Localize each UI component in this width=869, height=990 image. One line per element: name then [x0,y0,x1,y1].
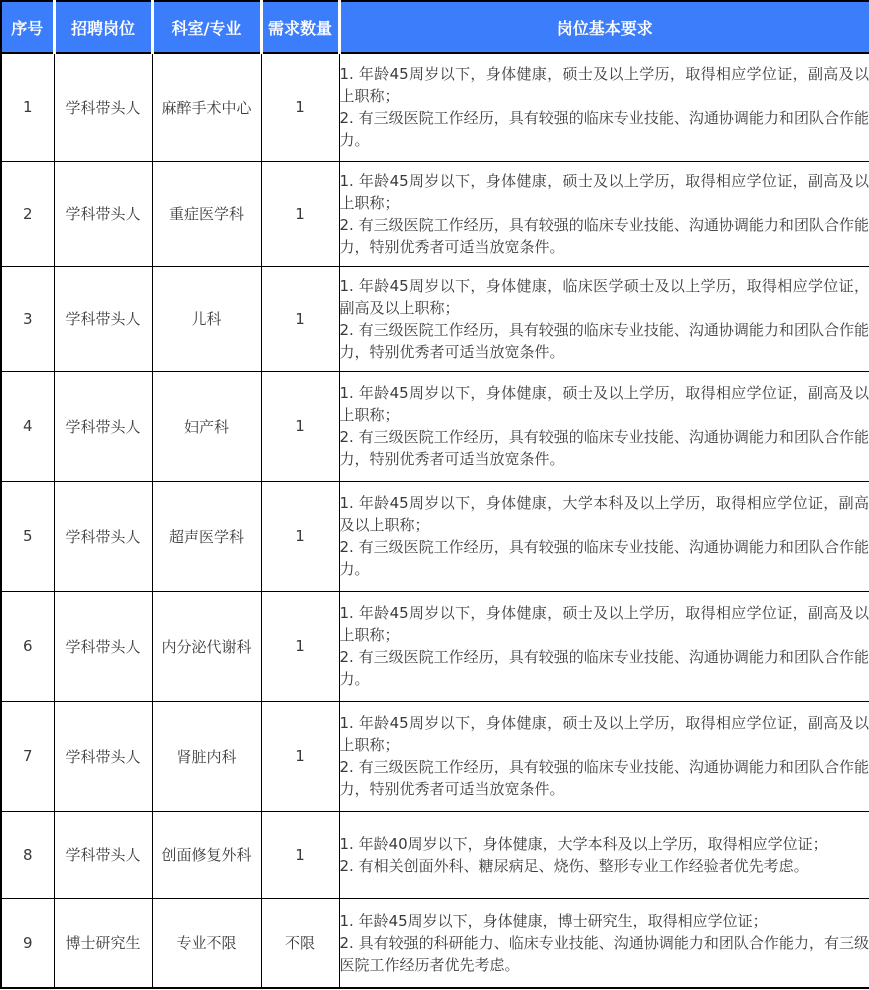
cell-demand-count: 1 [261,266,339,371]
column-header: 岗位基本要求 [339,1,869,53]
requirement-line: 2. 有三级医院工作经历，具有较强的临床专业技能、沟通协调能力和团队合作能力。 [339,538,869,578]
cell-requirements [339,701,869,811]
cell-serial-number: 6 [1,591,54,701]
requirement-line: 2. 有三级医院工作经历，具有较强的临床专业技能、沟通协调能力和团队合作能力。 [339,109,869,150]
table-row [1,481,869,591]
cell-requirements [339,371,869,481]
cell-requirements [339,266,869,371]
table-row [1,898,869,988]
table-row [1,53,869,161]
requirement-line: 1. 年龄45周岁以下，身体健康，博士研究生，取得相应学位证； [339,911,768,930]
cell-department: 创面修复外科 [152,811,261,898]
requirement-line: 2. 有三级医院工作经历，具有较强的临床专业技能、沟通协调能力和团队合作能力，特别优秀者可适当放宽条件。 [339,428,869,468]
requirement-line: 2. 有相关创面外科、糖尿病足、烧伤、整形专业工作经验者优先考虑。 [339,856,809,875]
header-row [1,1,869,53]
cell-department: 妇产科 [152,371,261,481]
cell-serial-number: 2 [1,161,54,266]
column-header: 需求数量 [261,1,339,53]
cell-department: 儿科 [152,266,261,371]
cell-position: 博士研究生 [54,898,152,988]
cell-demand-count: 1 [261,811,339,898]
cell-serial-number: 1 [1,53,54,161]
cell-demand-count: 1 [261,701,339,811]
table-row [1,161,869,266]
cell-demand-count: 不限 [261,898,339,988]
requirement-line: 2. 有三级医院工作经历，具有较强的临床专业技能、沟通协调能力和团队合作能力，特别优秀者可适当放宽条件。 [339,320,869,361]
table-row [1,266,869,371]
cell-department: 专业不限 [152,898,261,988]
column-header: 科室/专业 [152,1,261,53]
requirement-line: 1. 年龄45周岁以下，身体健康，临床医学硕士及以上学历，取得相应学位证，副高及以上职称； [339,276,869,317]
requirement-line: 1. 年龄45周岁以下，身体健康，硕士及以上学历，取得相应学位证，副高及以上职称； [339,714,869,754]
cell-department: 重症医学科 [152,161,261,266]
cell-position: 学科带头人 [54,53,152,161]
table-row [1,811,869,898]
table-row [1,371,869,481]
column-header: 招聘岗位 [54,1,152,53]
cell-demand-count: 1 [261,161,339,266]
table-row [1,591,869,701]
cell-position: 学科带头人 [54,371,152,481]
cell-department: 麻醉手术中心 [152,53,261,161]
requirement-line: 1. 年龄45周岁以下，身体健康，硕士及以上学历，取得相应学位证，副高及以上职称； [339,384,869,424]
cell-demand-count: 1 [261,591,339,701]
cell-department: 肾脏内科 [152,701,261,811]
requirement-line: 2. 具有较强的科研能力、临床专业技能、沟通协调能力和团队合作能力，有三级医院工作经历者优先考虑。 [339,933,869,974]
cell-requirements [339,811,869,898]
cell-requirements [339,161,869,266]
cell-department: 超声医学科 [152,481,261,591]
cell-position: 学科带头人 [54,161,152,266]
cell-serial-number: 8 [1,811,54,898]
cell-position: 学科带头人 [54,701,152,811]
cell-requirements [339,591,869,701]
cell-serial-number: 4 [1,371,54,481]
cell-demand-count: 1 [261,53,339,161]
cell-demand-count: 1 [261,481,339,591]
cell-serial-number: 5 [1,481,54,591]
requirement-line: 2. 有三级医院工作经历，具有较强的临床专业技能、沟通协调能力和团队合作能力。 [339,648,869,688]
cell-position: 学科带头人 [54,811,152,898]
cell-requirements [339,481,869,591]
cell-requirements [339,898,869,988]
requirement-line: 1. 年龄40周岁以下，身体健康，大学本科及以上学历，取得相应学位证； [339,834,828,853]
cell-demand-count: 1 [261,371,339,481]
requirement-line: 1. 年龄45周岁以下，身体健康，硕士及以上学历，取得相应学位证，副高及以上职称； [339,171,869,212]
cell-position: 学科带头人 [54,266,152,371]
requirement-line: 2. 有三级医院工作经历，具有较强的临床专业技能、沟通协调能力和团队合作能力，特别优秀者可适当放宽条件。 [339,758,869,798]
cell-position: 学科带头人 [54,591,152,701]
cell-serial-number: 9 [1,898,54,988]
cell-serial-number: 3 [1,266,54,371]
cell-requirements [339,53,869,161]
table-body [1,53,869,988]
requirement-line: 1. 年龄45周岁以下，身体健康，硕士及以上学历，取得相应学位证，副高及以上职称； [339,65,869,106]
table-row [1,701,869,811]
cell-serial-number: 7 [1,701,54,811]
cell-position: 学科带头人 [54,481,152,591]
column-header: 序号 [1,1,54,53]
requirement-line: 2. 有三级医院工作经历，具有较强的临床专业技能、沟通协调能力和团队合作能力，特别优秀者可适当放宽条件。 [339,215,869,256]
requirement-line: 1. 年龄45周岁以下，身体健康，硕士及以上学历，取得相应学位证，副高及以上职称； [339,604,869,644]
table-head [1,1,869,53]
requirement-line: 1. 年龄45周岁以下，身体健康，大学本科及以上学历，取得相应学位证，副高及以上职称； [339,494,869,534]
cell-department: 内分泌代谢科 [152,591,261,701]
